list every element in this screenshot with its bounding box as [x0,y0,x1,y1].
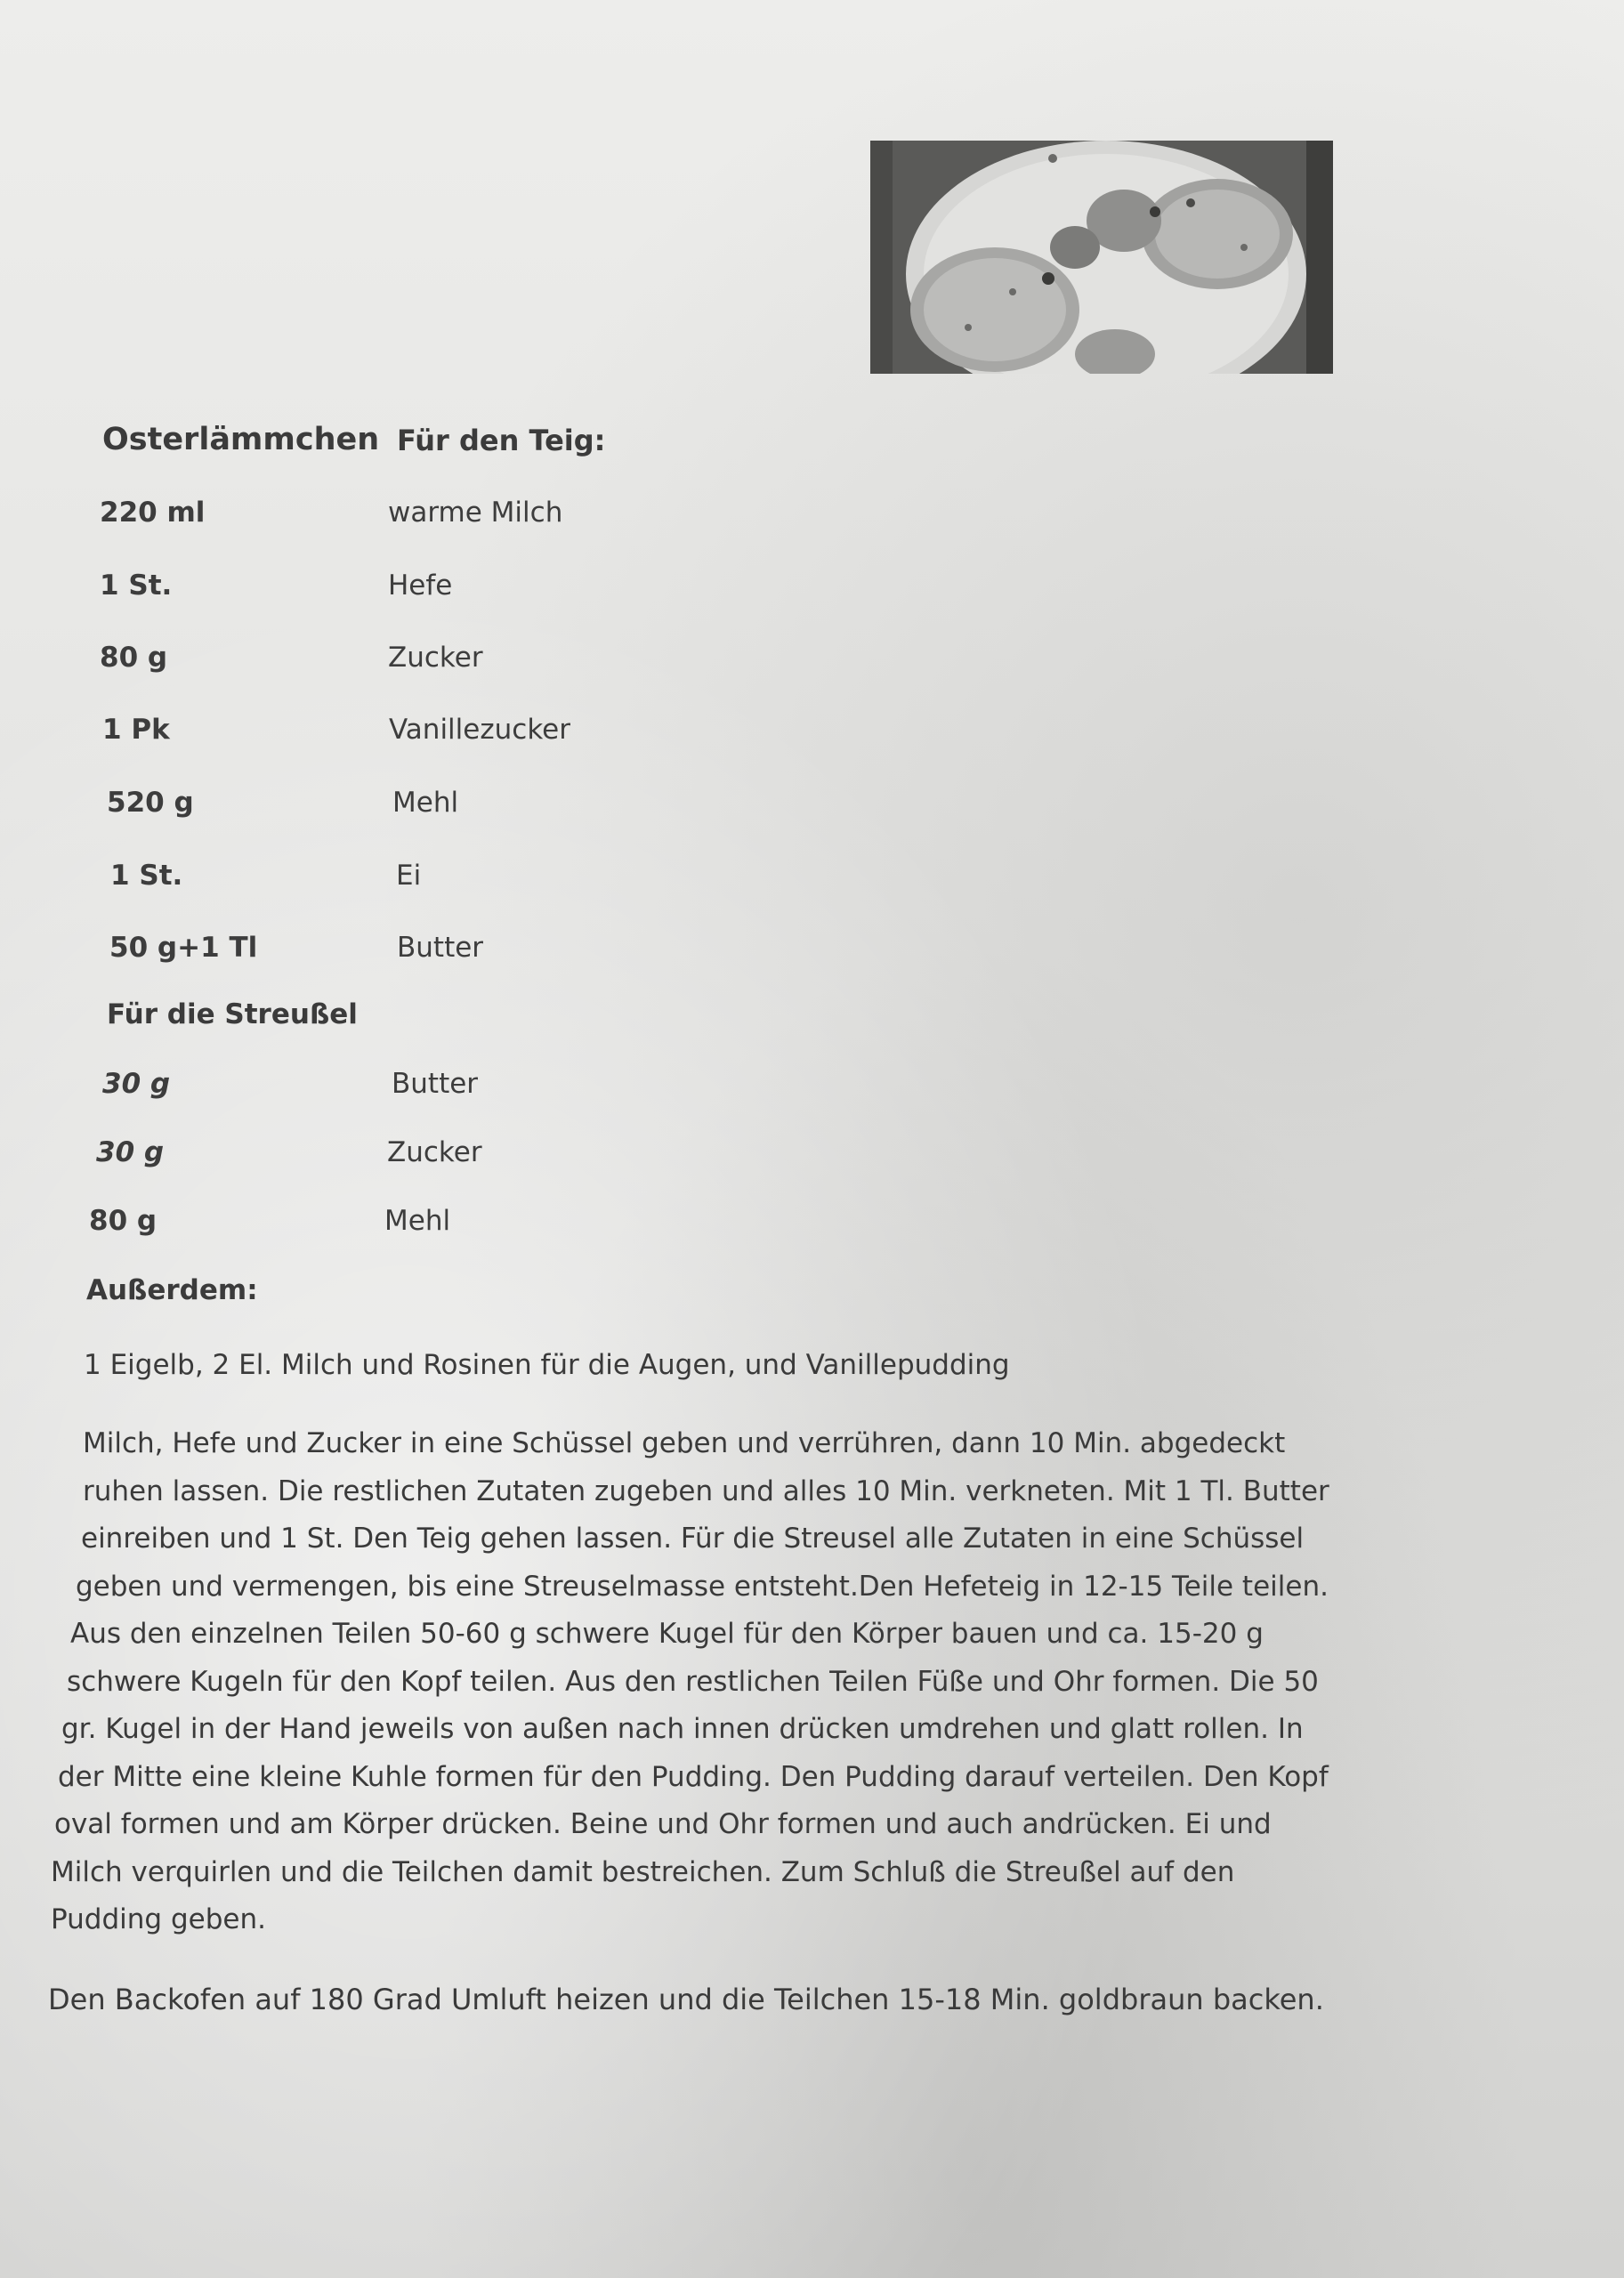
dough-heading: Für den Teig: [397,424,606,457]
ingredient-quantity: 220 ml [100,497,206,529]
ingredient-name: Zucker [388,642,483,674]
ingredient-quantity: 520 g [107,787,194,819]
instruction-line: schwere Kugeln für den Kopf teilen. Aus den restlichen Teilen Füße und Ohr formen. Die 50 [67,1665,1319,1698]
extras-heading: Außerdem: [86,1274,258,1306]
ingredient-name: Hefe [388,570,453,602]
instruction-line: Milch, Hefe und Zucker in eine Schüssel geben und verrühren, dann 10 Min. abgedeckt [83,1427,1286,1459]
instruction-line: der Mitte eine kleine Kuhle formen für den Pudding. Den Pudding darauf verteilen. Den Kopf [58,1760,1329,1793]
baking-instructions: Den Backofen auf 180 Grad Umluft heizen und die Teilchen 15-18 Min. goldbraun backen. [48,1983,1324,2016]
ingredient-name: Ei [396,860,422,892]
streusel-heading: Für die Streußel [107,998,358,1030]
ingredient-row [0,1205,712,1244]
ingredient-row [0,1136,712,1175]
instruction-line: geben und vermengen, bis eine Streuselmasse entsteht.Den Hefeteig in 12-15 Teile teilen. [76,1570,1329,1603]
ingredient-name: Mehl [384,1205,451,1237]
recipe-title: Osterlämmchen [102,422,380,457]
instruction-line: einreiben und 1 St. Den Teig gehen lassen. Für die Streusel alle Zutaten in eine Schüssel [81,1523,1305,1555]
ingredient-quantity: 30 g [96,1136,165,1168]
instruction-line: oval formen und am Körper drücken. Beine und Ohr formen und auch andrücken. Ei und [54,1808,1272,1840]
ingredient-name: Zucker [387,1136,482,1168]
ingredient-quantity: 1 Pk [102,714,170,746]
ingredient-name: Mehl [392,787,459,819]
ingredient-quantity: 80 g [89,1205,158,1237]
ingredient-quantity: 1 St. [100,570,173,602]
ingredient-name: warme Milch [388,497,563,529]
ingredient-quantity: 50 g+1 Tl [109,932,258,964]
ingredient-name: Vanillezucker [389,714,570,746]
ingredient-name: Butter [397,932,484,964]
ingredient-quantity: 80 g [100,642,168,674]
instruction-line: Aus den einzelnen Teilen 50-60 g schwere Kugel für den Körper bauen und ca. 15-20 g [70,1618,1264,1650]
ingredient-quantity: 30 g [102,1068,171,1100]
instruction-line: gr. Kugel in der Hand jeweils von außen nach innen drücken umdrehen und glatt rollen. In [61,1713,1304,1745]
instruction-line: Pudding geben. [51,1903,266,1935]
instructions-paragraph [49,1420,1357,1944]
instruction-line: ruhen lassen. Die restlichen Zutaten zugeben und alles 10 Min. verkneten. Mit 1 Tl. Butter [83,1474,1329,1507]
ingredient-quantity: 1 St. [110,860,183,892]
ingredient-row [0,1068,712,1107]
extras-text: 1 Eigelb, 2 El. Milch und Rosinen für die Augen, und Vanillepudding [84,1349,1010,1381]
ingredient-name: Butter [392,1068,479,1100]
instruction-line: Milch verquirlen und die Teilchen damit bestreichen. Zum Schluß die Streußel auf den [51,1855,1235,1888]
